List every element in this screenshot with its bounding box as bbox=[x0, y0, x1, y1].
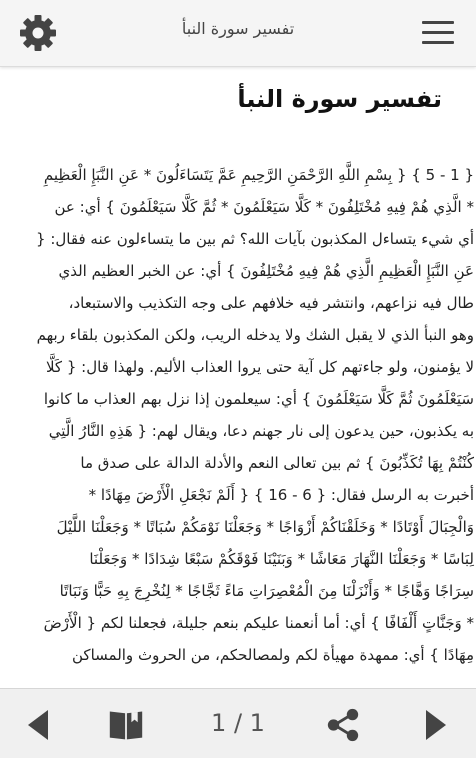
text-line: سَيَعْلَمُونَ ثُمَّ كَلَّا سَيَعْلَمُونَ } أي: سيعلمون إذا نزل بهم العذاب ما كانوا bbox=[43, 390, 474, 408]
text-line: أي شيء يتساءل المكذبون بآيات الله؟ ثم بين ما يتساءلون عنه فقال: { bbox=[36, 230, 474, 248]
text-line: مِهَادًا } أي: ممهدة مهيأة لكم ولمصالحكم، من الحروث والمساكن bbox=[72, 646, 474, 664]
bottom-toolbar bbox=[0, 688, 476, 758]
chevron-right-icon[interactable] bbox=[418, 707, 454, 743]
gear-icon[interactable] bbox=[18, 13, 58, 53]
chevron-left-icon[interactable] bbox=[20, 707, 56, 743]
text-line: { 1 - 5 } { بِسْمِ اللَّهِ الرَّحْمَنِ الرَّحِيمِ عَمَّ يَتَسَاءَلُونَ * عَنِ النَّبَإِ الْعَظِيمِ bbox=[43, 166, 474, 184]
page-title: تفسير سورة النبأ bbox=[237, 85, 442, 113]
page-indicator: 1 / 1 bbox=[211, 709, 265, 737]
text-line: * الَّذِي هُمْ فِيهِ مُخْتَلِفُونَ * كَلَّا سَيَعْلَمُونَ * ثُمَّ كَلَّا سَيَعْلَمُونَ } أي: عن bbox=[54, 198, 474, 216]
hamburger-menu-icon[interactable] bbox=[422, 21, 454, 47]
tafsir-text bbox=[0, 159, 476, 671]
text-line: * وَجَنَّاتٍ أَلْفَافًا } أي: أما أنعمنا عليكم بنعم جليلة، فجعلنا لكم { الْأَرْضَ bbox=[43, 614, 474, 632]
text-line: وهو النبأ الذي لا يقبل الشك ولا يدخله الريب، ولكن المكذبون بلقاء ربهم bbox=[36, 326, 474, 344]
text-line: كُنْتُمْ بِهَا تُكَذِّبُونَ } ثم بين تعالى النعم والأدلة الدالة على صدق ما bbox=[80, 454, 474, 472]
text-line: سِرَاجًا وَهَّاجًا * وَأَنْزَلْنَا مِنَ الْمُعْصِرَاتِ مَاءً ثَجَّاجًا * لِنُخْرِجَ بِهِ حَبًّا وَنَبَاتًا bbox=[59, 582, 474, 600]
text-line: أخبرت به الرسل فقال: { 6 - 16 } { أَلَمْ نَجْعَلِ الْأَرْضَ مِهَادًا * bbox=[88, 486, 474, 504]
top-app-bar bbox=[0, 0, 476, 67]
text-line: لا يؤمنون، ولو جاءتهم كل آية حتى يروا العذاب الأليم. ولهذا قال: { كَلَّا bbox=[45, 358, 474, 376]
reading-content[interactable] bbox=[0, 67, 476, 688]
text-line: لِبَاسًا * وَجَعَلْنَا النَّهَارَ مَعَاشًا * وَبَنَيْنَا فَوْقَكُمْ سَبْعًا شِدَادًا * وَجَعَلْنَا bbox=[89, 550, 474, 568]
book-icon[interactable] bbox=[108, 707, 144, 743]
text-line: طال فيه نزاعهم، وانتشر فيه خلافهم على وجه التكذيب والاستبعاد، bbox=[68, 294, 474, 312]
text-line: عَنِ النَّبَإِ الْعَظِيمِ الَّذِي هُمْ فِيهِ مُخْتَلِفُونَ } أي: عن الخبر العظيم الذي bbox=[58, 262, 474, 280]
text-line: وَالْجِبَالَ أَوْتَادًا * وَخَلَقْنَاكُمْ أَزْوَاجًا * وَجَعَلْنَا نَوْمَكُمْ سُبَاتًا * وَجَعَلْنَا اللَّيْلَ bbox=[56, 518, 474, 536]
share-icon[interactable] bbox=[325, 707, 361, 743]
app-title: تفسير سورة النبأ bbox=[181, 19, 295, 38]
text-line: به يكذبون، حين يدعون إلى نار جهنم دعا، ويقال لهم: { هَذِهِ النَّارُ الَّتِي bbox=[48, 422, 474, 440]
